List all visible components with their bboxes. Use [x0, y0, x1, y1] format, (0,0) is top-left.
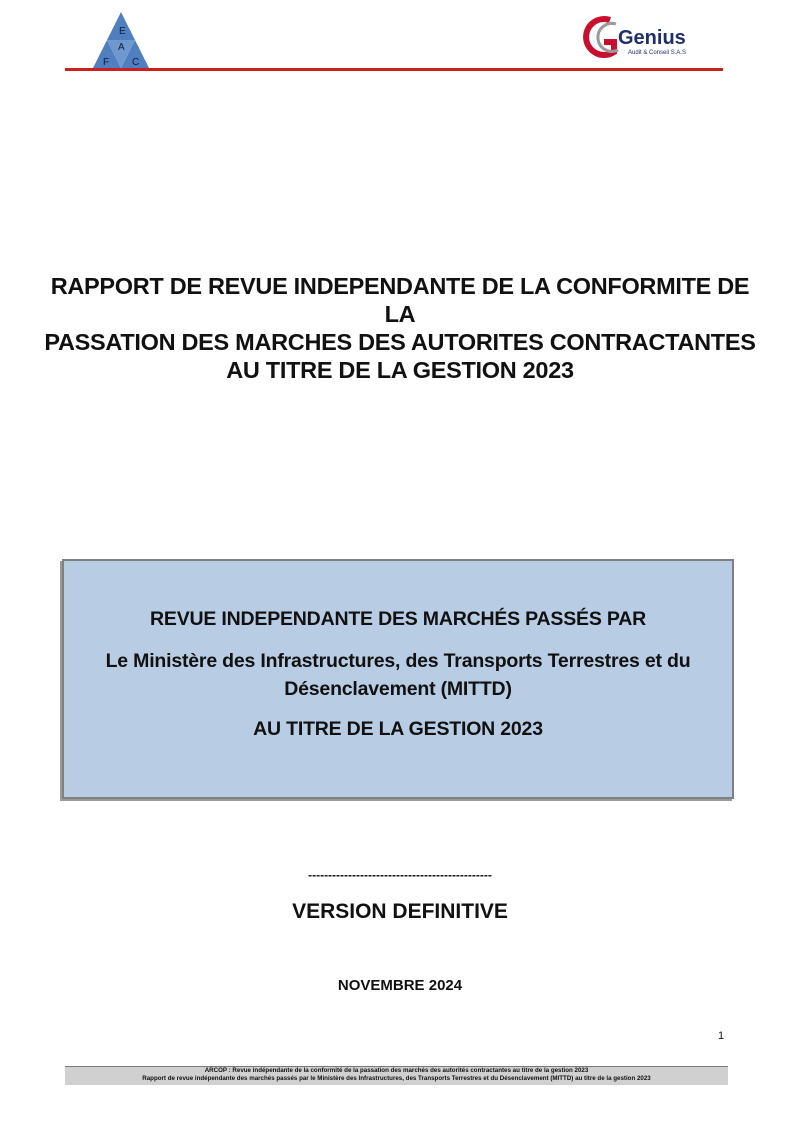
version-label: VERSION DEFINITIVE	[292, 900, 508, 923]
logo-letter-c: C	[132, 57, 140, 68]
genius-logo-name: Genius	[618, 27, 686, 49]
report-title-line-1: RAPPORT DE REVUE INDEPENDANTE DE LA CONFORMITE DE LA	[50, 273, 750, 327]
report-title	[40, 272, 760, 384]
eafc-logo	[90, 10, 152, 70]
report-title-line-2: PASSATION DES MARCHES DES AUTORITES CONTRACTANTES	[44, 329, 756, 355]
footer-line-2: Rapport de revue indépendante des marchés passés par le Ministère des Infrastructures, des Transports Terrestres et du Désenclavement (MITTD) au titre de la gestion 2023	[142, 1075, 651, 1082]
separator: ----------------------------------------------	[308, 868, 492, 882]
report-title-line-3: AU TITRE DE LA GESTION 2023	[226, 357, 574, 383]
entity-line-2: Désenclavement (MITTD)	[284, 678, 512, 700]
page-number: 1	[718, 1030, 725, 1042]
genius-logo	[580, 14, 720, 60]
genius-logo-tagline: Audit & Conseil S.A.S	[628, 50, 687, 56]
footer-line-1: ARCOP : Revue indépendante de la conformité de la passation des marchés des autorités contractantes au titre de la gestion 2023	[204, 1067, 589, 1074]
logo-letter-a: A	[118, 42, 125, 53]
logo-letter-e: E	[119, 26, 126, 37]
review-box	[62, 559, 734, 799]
page-footer	[65, 1066, 728, 1085]
review-heading: REVUE INDEPENDANTE DES MARCHÉS PASSÉS PAR	[150, 608, 646, 630]
entity-line-1: Le Ministère des Infrastructures, des Transports Terrestres et du	[105, 650, 691, 672]
report-date: NOVEMBRE 2024	[337, 977, 463, 994]
header-rule	[65, 68, 723, 71]
logo-letter-f: F	[103, 57, 110, 68]
genius-swoosh-icon	[580, 14, 720, 60]
eafc-triangle-icon	[90, 10, 152, 70]
review-period: AU TITRE DE LA GESTION 2023	[253, 718, 543, 740]
